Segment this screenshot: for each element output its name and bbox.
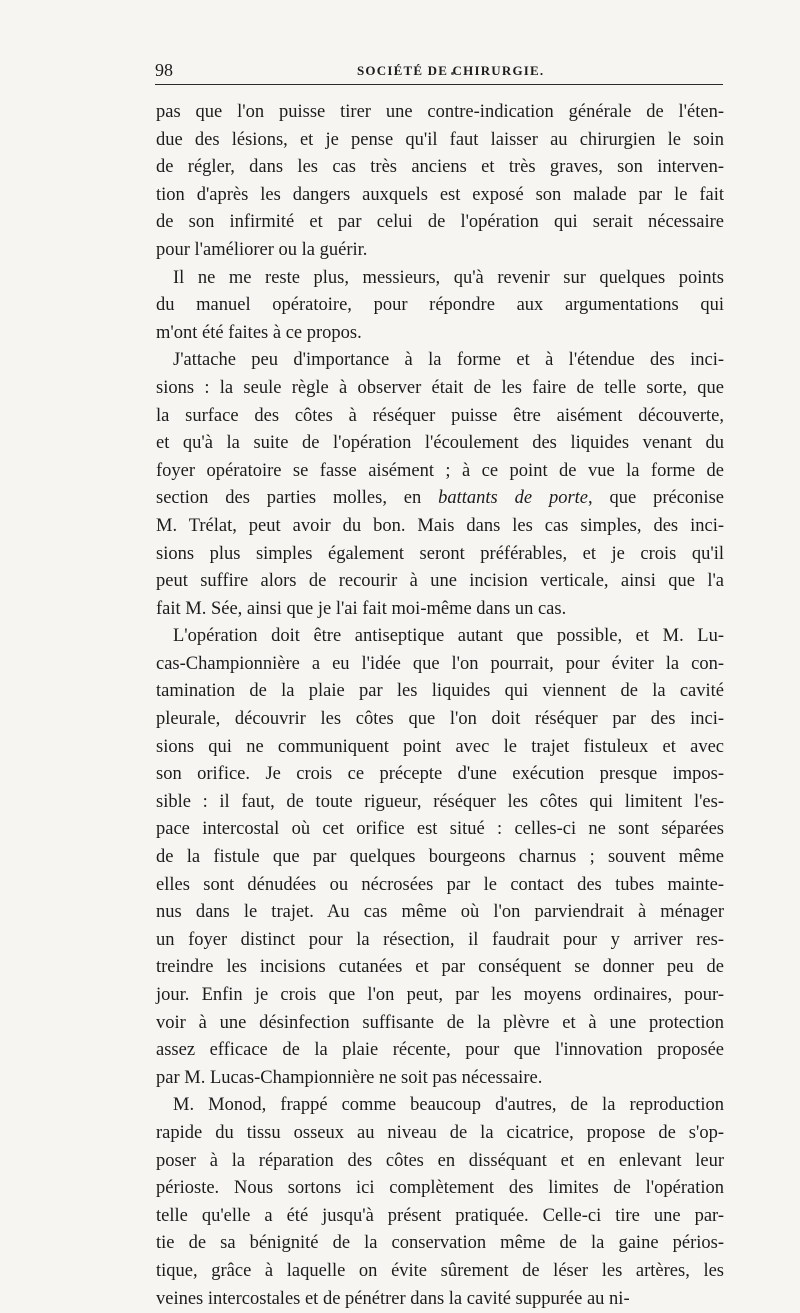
text-line: périoste. Nous sortons ici complètement des limites de l'opération — [156, 1178, 724, 1199]
text-line: sions qui ne communiquent point avec le trajet fistuleux et avec — [156, 736, 724, 757]
text-line: un foyer distinct pour la résection, il faudrait pour y arriver res- — [156, 929, 724, 950]
paragraph — [156, 347, 724, 623]
text-line: pleurale, découvrir les côtes que l'on doit réséquer par des inci- — [156, 709, 724, 730]
text-line: de la fistule que par quelques bourgeons charnus ; souvent même — [156, 847, 724, 868]
paragraph — [156, 1092, 724, 1313]
text-line: tion d'après les dangers auxquels est exposé son malade par le fait — [156, 184, 724, 205]
text-line: voir à une désinfection suffisante de la plèvre et à une protection — [156, 1012, 724, 1033]
text-line: M. Monod, frappé comme beaucoup d'autres, de la reproduction — [173, 1095, 724, 1116]
text-line: de régler, dans les cas très anciens et très graves, son interven- — [156, 157, 724, 178]
text-line: veines intercostales et de pénétrer dans la cavité suppurée au ni- — [156, 1288, 630, 1309]
text-line: L'opération doit être antiseptique autant que possible, et M. Lu- — [173, 626, 724, 647]
text-line: sible : il faut, de toute rigueur, réséquer les côtes qui limitent l'es- — [156, 791, 724, 812]
text-line: la surface des côtes à réséquer puisse être aisément découverte, — [156, 405, 724, 426]
text-line: pas que l'on puisse tirer une contre-indication générale de l'éten- — [156, 102, 724, 122]
text-line: poser à la réparation des côtes en disséquant et en enlevant leur — [156, 1150, 724, 1171]
text-line: foyer opératoire se fasse aisément ; à ce point de vue la forme de — [156, 460, 724, 481]
text-line: due des lésions, et je pense qu'il faut laisser au chirurgien le soin — [156, 129, 724, 150]
text-line: M. Trélat, peut avoir du bon. Mais dans les cas simples, des inci- — [156, 515, 724, 536]
text-line: peut suffire alors de recourir à une incision verticale, ainsi que l'a — [156, 571, 724, 592]
text-line: pace intercostal où cet orifice est situé : celles-ci ne sont séparées — [156, 819, 724, 840]
text-line: pour l'améliorer ou la guérir. — [156, 239, 368, 260]
text-line: section des parties molles, en battants de porte, que préconise — [156, 488, 724, 509]
text-line: nus dans le trajet. Au cas même où l'on parviendrait à ménager — [156, 902, 724, 923]
text-line: par M. Lucas-Championnière ne soit pas nécessaire. — [156, 1067, 543, 1088]
paragraph — [156, 99, 724, 265]
text-line: jour. Enfin je crois que l'on peut, par les moyens ordinaires, pour- — [156, 985, 724, 1005]
text-line: J'attache peu d'importance à la forme et à l'étendue des inci- — [173, 350, 724, 371]
text-line: sions plus simples également seront préférables, et je crois qu'il — [156, 543, 724, 564]
text-line: rapide du tissu osseux au niveau de la cicatrice, propose de s'op- — [156, 1122, 724, 1143]
text-line: du manuel opératoire, pour répondre aux argumentations qui — [156, 295, 724, 316]
paragraph — [156, 623, 724, 1092]
text-line: fait M. Sée, ainsi que je l'ai fait moi-même dans un cas. — [156, 598, 567, 619]
text-line: tie de sa bénignité de la conservation même de la gaine périos- — [156, 1233, 724, 1254]
text-line: elles sont dénudées ou nécrosées par le contact des tubes mainte- — [156, 874, 724, 895]
body-text — [156, 99, 724, 1313]
text-line: et qu'à la suite de l'opération l'écoulement des liquides venant du — [156, 433, 724, 454]
running-head: SOCIÉTÉ DE CHIRURGIE. — [357, 63, 545, 78]
text-line: assez efficace de la plaie récente, pour que l'innovation proposée — [156, 1040, 724, 1061]
text-line: Il ne me reste plus, messieurs, qu'à revenir sur quelques points — [173, 267, 724, 288]
paragraph — [156, 265, 724, 348]
text-line: telle qu'elle a été jusqu'à présent pratiquée. Celle-ci tire une par- — [156, 1205, 724, 1226]
text-line: treindre les incisions cutanées et par conséquent se donner peu de — [156, 957, 724, 978]
text-line: son orifice. Je crois ce précepte d'une exécution presque impos- — [156, 764, 724, 785]
text-line: m'ont été faites à ce propos. — [156, 322, 362, 343]
page-header — [155, 58, 723, 85]
text-line: tique, grâce à laquelle on évite sûrement de léser les artères, les — [156, 1260, 724, 1281]
text-line: de son infirmité et par celui de l'opération qui serait nécessaire — [156, 212, 724, 233]
page-number: 98 — [155, 60, 173, 80]
text-line: tamination de la plaie par les liquides qui viennent de la cavité — [156, 681, 724, 702]
text-line: sions : la seule règle à observer était de les faire de telle sorte, que — [156, 377, 724, 398]
text-line: cas-Championnière a eu l'idée que l'on pourrait, pour éviter la con- — [156, 653, 724, 674]
